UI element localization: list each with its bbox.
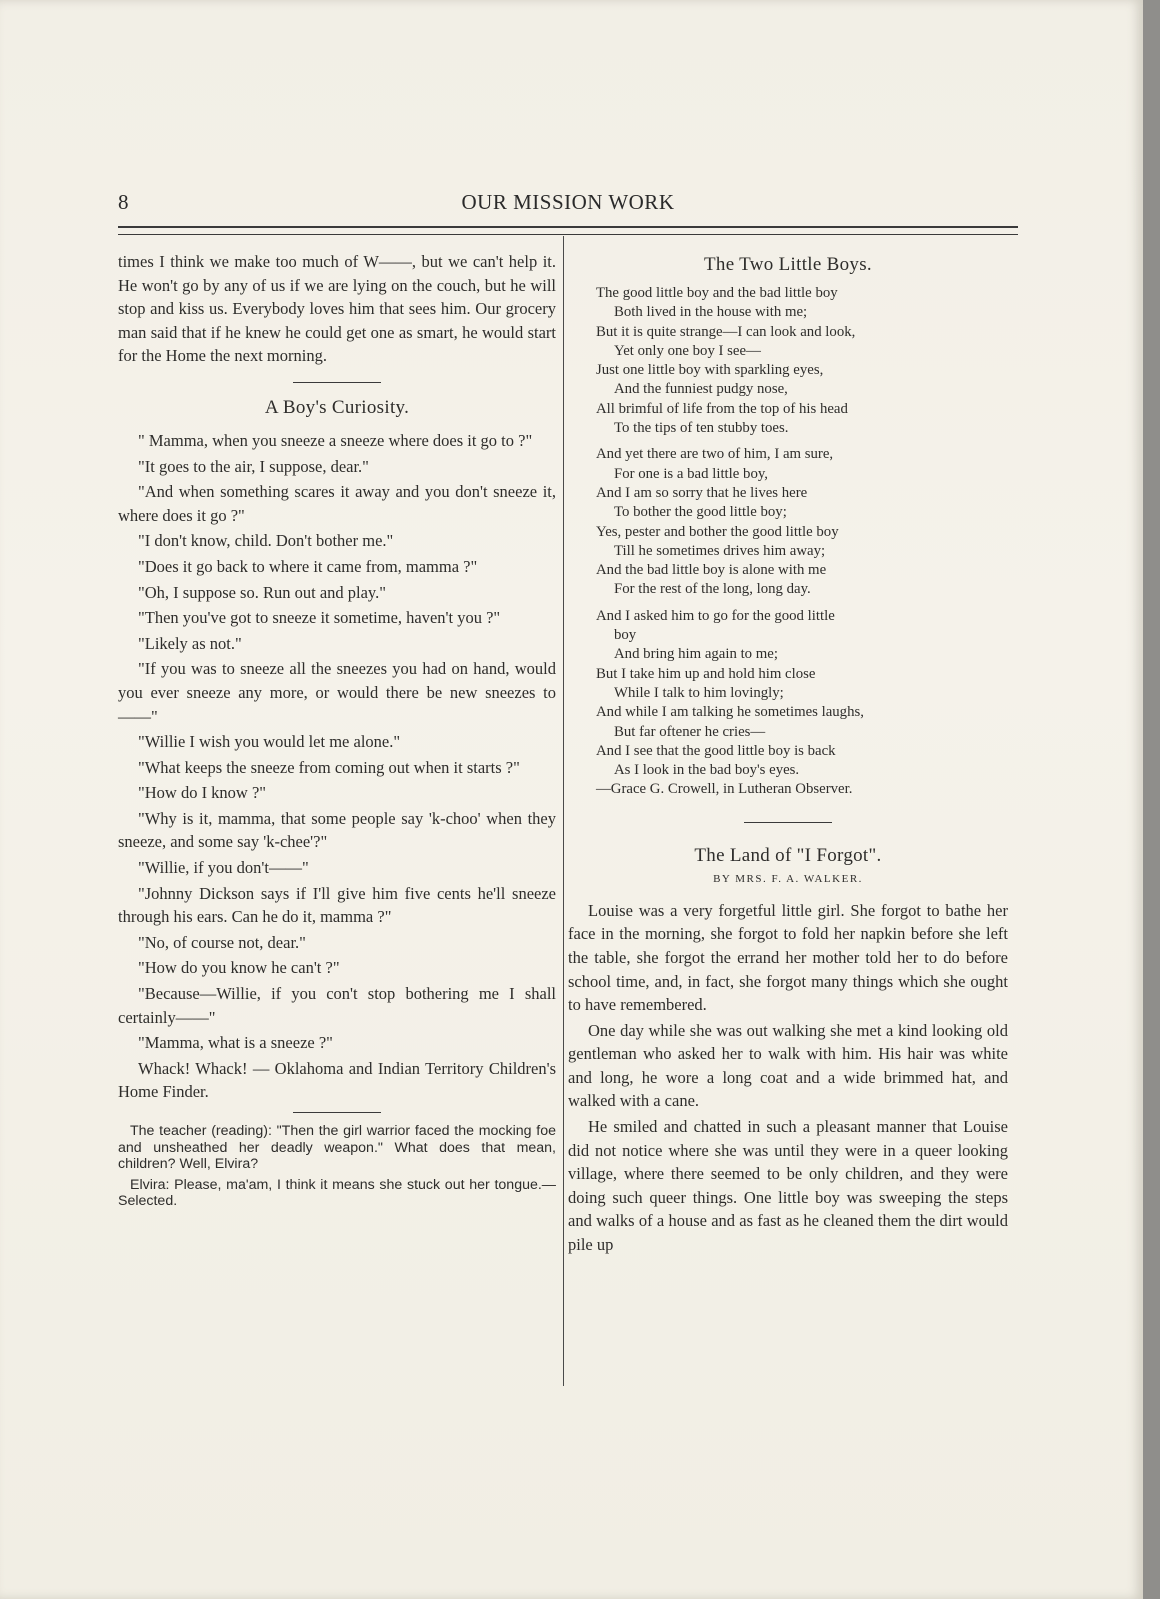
paragraph: "It goes to the air, I suppose, dear." [138,456,369,476]
paragraph: "No, of course not, dear." [138,932,306,952]
poem-line: While I talk to him lovingly; [614,684,784,701]
poem-line: And yet there are two of him, I am sure, [596,446,834,463]
curiosity-heading: A Boy's Curiosity. [264,396,410,418]
paragraph: " Mamma, when you sneeze a sneeze where does it go to ?" [138,430,533,450]
paragraph: "Mamma, what is a sneeze ?" [138,1033,333,1053]
poem-line: And I see that the good little boy is back [596,742,836,759]
poem-line: For one is a bad little boy, [614,465,768,482]
poem-line: And while I am talking he sometimes laughs, [596,704,864,721]
poem-line: And I am so sorry that he lives here [596,484,808,501]
paragraph: He smiled and chatted in such a pleasant manner that Louise did not notice where she was until they were in a queer looking village, where there seemed to be only children, and they were doing such queer things. One little boy was sweeping the steps and walks of a house and as fast as he cleaned them the dirt would pile up [568,1117,1008,1255]
poem-line: But it is quite strange—I can look and look, [596,323,856,340]
poem-stanza [596,284,1008,438]
poem-line: Both lived in the house with me; [614,304,808,321]
poem-line: boy [614,627,637,644]
poem-line: And the bad little boy is alone with me [596,562,827,579]
poem-line: But I take him up and hold him close [596,665,816,682]
curiosity-dialogue [118,429,556,1104]
forgot-story [568,899,1008,1257]
forgot-byline: BY MRS. F. A. WALKER. [713,872,863,885]
poem-two-little-boys [568,284,1008,800]
poem-line: For the rest of the long, long day. [614,581,811,598]
poem-line: To bother the good little boy; [614,504,787,521]
poem-line: Till he sometimes drives him away; [614,542,826,559]
paragraph: Elvira: Please, ma'am, I think it means she stuck out her tongue.—Selected. [118,1176,556,1209]
paragraph: "Oh, I suppose so. Run out and play." [138,582,386,602]
paragraph: One day while she was out walking she met a kind looking old gentleman who asked her to walk with him. His hair was white and long, he wore a long coat and a wide brimmed hat, and walked with a cane. [568,1020,1008,1111]
section-rule [744,822,832,823]
paragraph: Louise was a very forgetful little girl. She forgot to bathe her face in the morning, she forgot to fold her napkin before she left the table, she forgot the errand her mother told her to do before school time, and, in fact, she forgot many things which she ought to have remembered. [568,900,1008,1015]
poem-line: As I look in the bad boy's eyes. [614,762,800,779]
poem-line: Just one little boy with sparkling eyes, [596,362,824,379]
paragraph: "Does it go back to where it came from, mamma ?" [138,556,478,576]
section-rule [293,1112,381,1113]
right-column [568,250,1008,1259]
poem-line: The good little boy and the bad little boy [596,285,838,301]
paragraph: The teacher (reading): "Then the girl warrior faced the mocking foe and unsheathed her deadly weapon." What does that mean, children? Well, Elvira? [118,1123,556,1172]
paragraph: "I don't know, child. Don't bother me." [138,531,394,551]
paragraph: times I think we make too much of W——, but we can't help it. He won't go by any of us if we are lying on the couch, but he will stop and kiss us. Everybody loves him that sees him. Our grocery man said that if he knew he could get one as smart, he would start for the Home the next morning. [118,252,556,366]
paragraph: "Willie, if you don't——" [138,858,309,878]
paragraph: "What keeps the sneeze from coming out when it starts ?" [138,757,520,777]
paragraph: "Why is it, mamma, that some people say 'k-choo' when they sneeze, and some say 'k-chee'?" [118,808,556,852]
running-title: OUR MISSION WORK [461,190,675,214]
poem-line: All brimful of life from the top of his head [596,400,848,417]
paragraph: "Then you've got to sneeze it sometime, haven't you ?" [138,608,501,628]
paragraph: "Because—Willie, if you con't stop bothering me I shall certainly——" [118,984,556,1027]
paragraph: "If you was to sneeze all the sneezes you had on hand, would you ever sneeze any more, or would there be new sneezes to——" [118,659,556,726]
section-rule [293,382,381,383]
paragraph: "Likely as not." [138,633,242,653]
paragraph: "How do I know ?" [138,783,267,803]
poem-stanza [596,445,1008,599]
poem-line: And the funniest pudgy nose, [614,381,788,398]
page-header [118,190,1018,230]
poem-line: —Grace G. Crowell, in Lutheran Observer. [596,781,853,798]
poem-line: Yet only one boy I see— [614,342,761,359]
poem-line: To the tips of ten stubby toes. [614,420,789,437]
poem-line: And I asked him to go for the good little [596,607,835,624]
poem-stanza [596,607,1008,800]
poem-line: Yes, pester and bother the good little boy [596,523,839,540]
page-number: 8 [118,190,129,214]
forgot-heading: The Land of "I Forgot". [694,844,882,866]
paragraph: Whack! Whack! — Oklahoma and Indian Territory Children's Home Finder. [118,1058,556,1102]
paragraph: "And when something scares it away and you don't sneeze it, where does it go ?" [118,482,556,525]
header-rule [118,226,1018,235]
poem-heading: The Two Little Boys. [704,254,872,275]
poem-line: And bring him again to me; [614,646,778,663]
poem-line: But far oftener he cries— [614,723,766,740]
column-divider [563,236,564,1386]
paragraph: "Johnny Dickson says if I'll give him five cents he'll sneeze through his ears. Can he do it, mamma ?" [118,883,556,927]
teacher-anecdote [118,1123,556,1210]
left-column [118,250,556,1214]
intro-text [118,250,556,368]
paragraph: "Willie I wish you would let me alone." [138,732,401,752]
paragraph: "How do you know he can't ?" [138,958,340,978]
